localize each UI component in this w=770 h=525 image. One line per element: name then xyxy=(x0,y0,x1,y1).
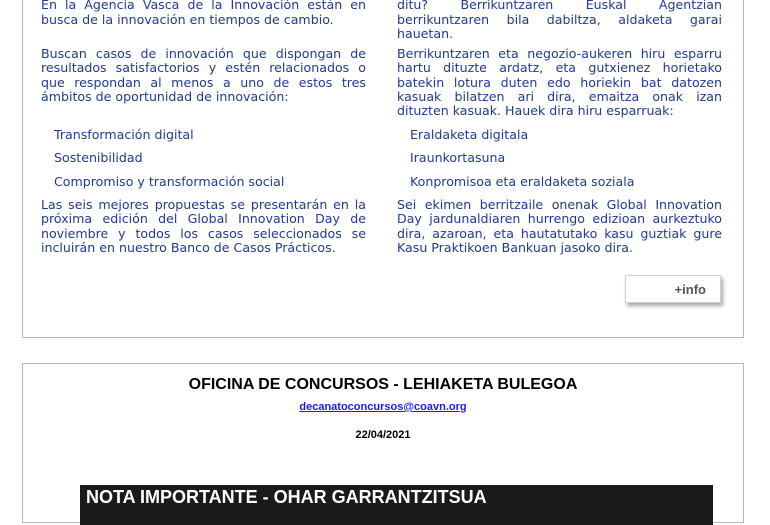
news-panel xyxy=(22,0,744,338)
notice-banner xyxy=(80,485,713,525)
basque-cases: Berrikuntzaren eta negozio-aukeren hiru esparru hartu dituzte ardatz, eta gutxienez horietako batekin lotura duten edo horiekin bat datozen kasuak bilatzen ari dira, emaitza onak izan dituzten kasuak. Hauek dira hiru esparruak: xyxy=(397,46,722,119)
spanish-intro: En la Agencia Vasca de la Innovación están en busca de la innovación en tiempos de cambio. xyxy=(41,0,366,27)
notice-title: NOTA IMPORTANTE - OHAR GARRANTZITSUA xyxy=(86,487,487,507)
basque-area-2: Iraunkortasuna xyxy=(410,150,506,165)
spanish-area-2: Sostenibilidad xyxy=(54,150,143,165)
basque-area-1: Eraldaketa digitala xyxy=(410,127,529,142)
spanish-final: Las seis mejores propuestas se presentarán en la próxima edición del Global Innovation Day de noviembre y todos los casos seleccionados se incluirán en nuestro Banco de Casos Prácticos. xyxy=(41,197,366,255)
info-button[interactable]: +info xyxy=(625,275,721,303)
office-title: OFICINA DE CONCURSOS - LEHIAKETA BULEGOA xyxy=(188,376,578,393)
spanish-cases: Buscan casos de innovación que dispongan de resultados satisfactorios y estén relacionados o que respondan al menos a uno de estos tres ámbitos de oportunidad de innovación: xyxy=(41,46,366,104)
office-date: 22/04/2021 xyxy=(355,429,411,441)
basque-final: Sei ekimen berritzaile onenak Global Innovation Day jardunaldiaren hurrengo edizioan aurkeztuko dira, azaroan, eta hautatutako kasu guztiak gure Kasu Praktikoen Bankuan jasoko dira. xyxy=(397,197,722,255)
basque-intro: ditu? Berrikuntzaren Euskal Agentzian berrikuntzaren bila dabiltza, aldaketa garai hauetan. xyxy=(397,0,722,41)
basque-area-3: Konpromisoa eta eraldaketa soziala xyxy=(410,174,635,189)
spanish-area-3: Compromiso y transformación social xyxy=(54,174,285,189)
office-panel xyxy=(22,363,744,523)
office-email-link[interactable]: decanatoconcursos@coavn.org xyxy=(299,401,467,413)
spanish-area-1: Transformación digital xyxy=(54,127,194,142)
